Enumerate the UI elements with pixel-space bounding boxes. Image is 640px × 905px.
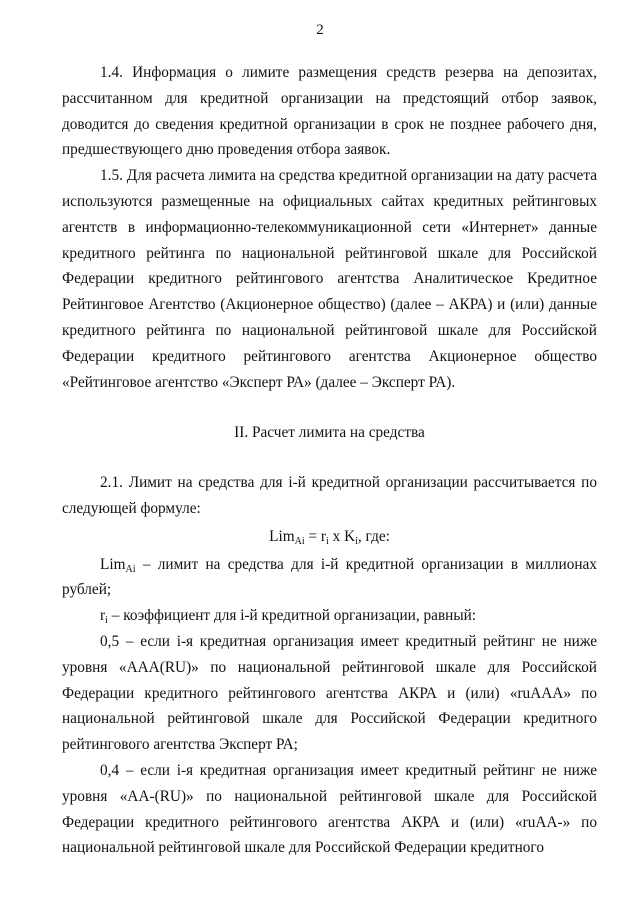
coefficient-item-0-5: 0,5 – если i-я кредитная организация имеет кредитный рейтинг не ниже уровня «AAA(RU)» по национальной рейтинговой шкале для Российской Федерации кредитного рейтингового агентства АКРА и (или) «ruAAA» по национальной рейтинговой шкале для Российской Федерации кредитного рейтингового агентства Эксперт РА; [62,632,597,754]
document-body [62,60,597,861]
paragraph-1-4: 1.4. Информация о лимите размещения средств резерва на депозитах, рассчитанном для кредитной организации на предстоящий отбор заявок, доводится до сведения кредитной организации в срок не позднее рабочего дня, предшествующего дню проведения отбора заявок. [62,64,597,159]
section-heading: II. Расчет лимита на средства [234,424,425,442]
definition-r-text: – коэффициент для i-й кредитной организации, равный: [107,607,477,625]
formula-r: = r [304,527,326,545]
formula-k-subscript: i [355,535,358,547]
definition-r-subscript: i [105,615,108,627]
definition-lim [62,552,597,604]
page-number: 2 [316,22,324,38]
formula-lim: Lim [269,527,295,545]
formula-tail: , где: [357,527,390,545]
paragraph-1-5: 1.5. Для расчета лимита на средства кредитной организации на дату расчета используются размещенные на официальных сайтах кредитных рейтинговых агентств в информационно-телекоммуникационной сети «Интернет» данные кредитного рейтинга по национальной рейтинговой шкале для Российской Федерации кредитного рейтингового агентства Аналитическое Кредитное Рейтинговое Агентство (Акционерное общество) (далее – АКРА) и (или) данные кредитного рейтинга по национальной рейтинговой шкале для Российской Федерации кредитного рейтингового агентства Акционерное общество «Рейтинговое агентство «Эксперт РА» (далее – Эксперт РА). [62,167,597,391]
formula-k: x K [328,527,356,545]
formula [62,524,597,550]
paragraph-2-1: 2.1. Лимит на средства для i-й кредитной организации рассчитывается по следующей формуле: [62,474,597,517]
definition-r-symbol: r [100,607,106,625]
coefficient-item-0-4: 0,4 – если i-я кредитная организация имеет кредитный рейтинг не ниже уровня «AA-(RU)» по национальной рейтинговой шкале для Российской Федерации кредитного рейтингового агентства АКРА и (или) «ruAA-» по национальной рейтинговой шкале для Российской Федерации кредитного [62,761,597,857]
definition-lim-text: – лимит на средства для i-й кредитной организации в миллионах рублей; [62,555,597,599]
formula-lim-subscript: Ai [294,535,305,547]
definition-lim-symbol: Lim [100,555,126,573]
definition-lim-subscript: Ai [125,563,136,575]
formula-r-subscript: i [325,535,329,547]
definition-r [62,603,597,629]
